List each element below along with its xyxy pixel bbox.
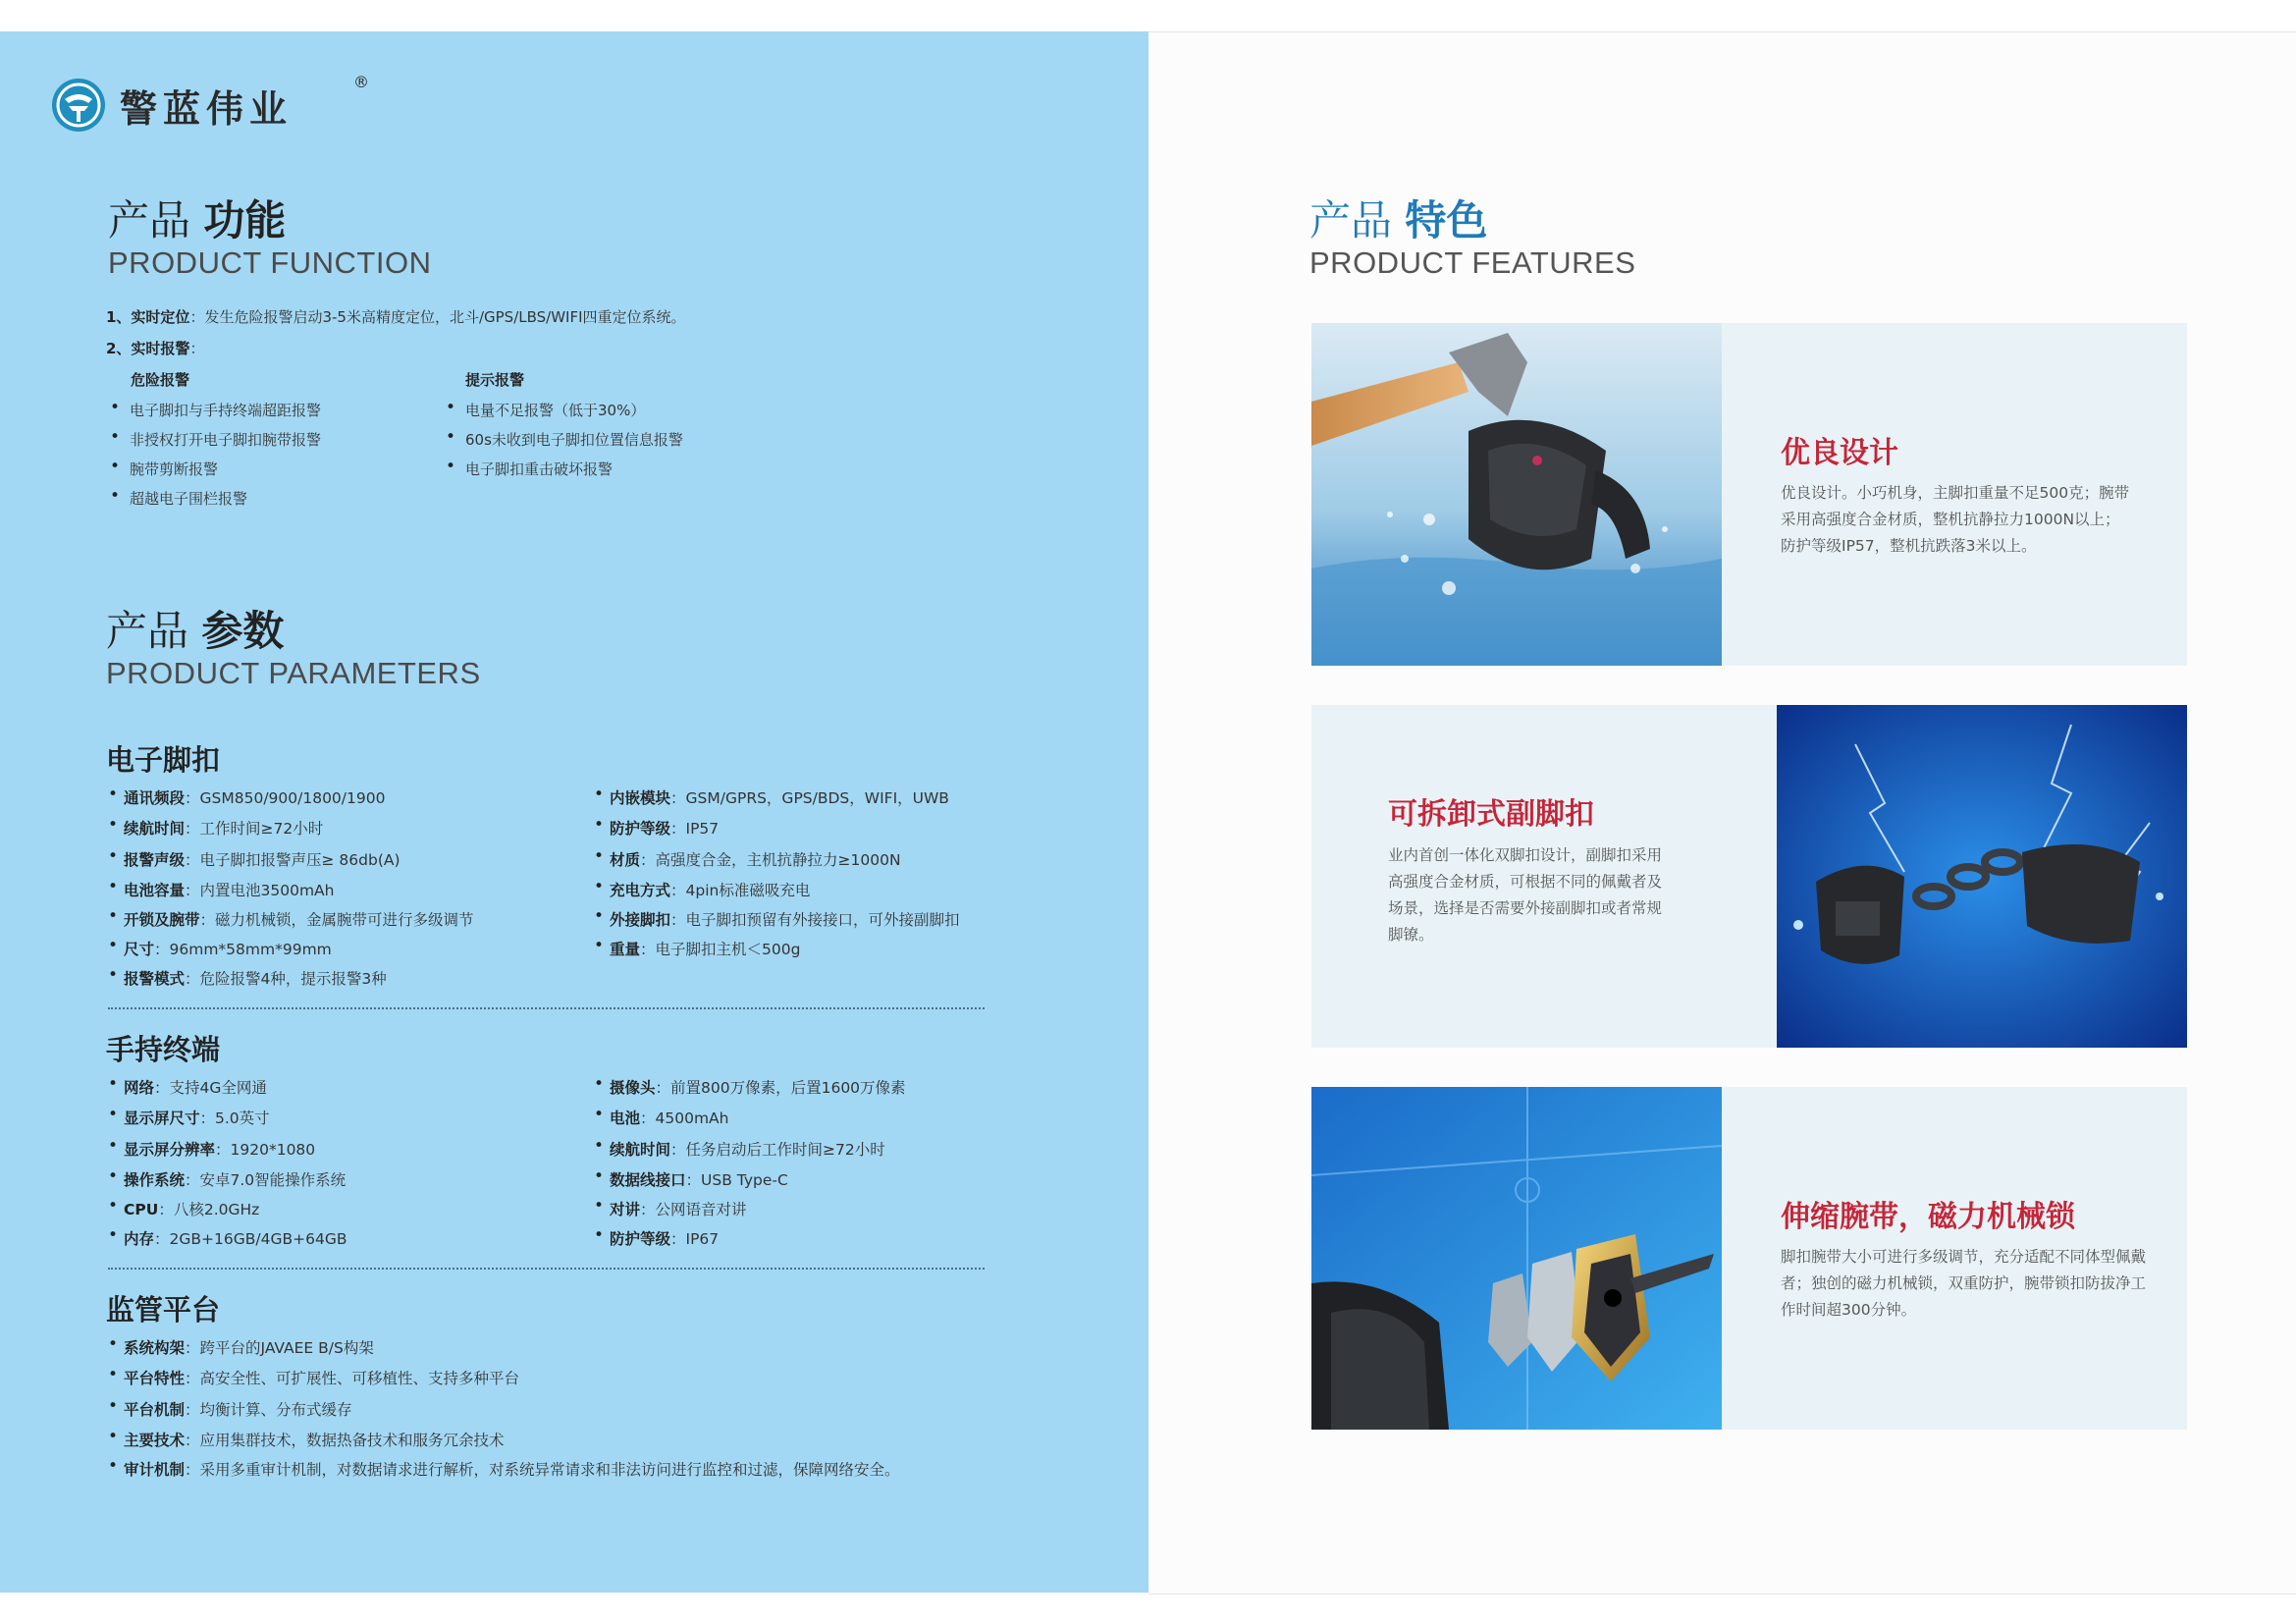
anklet-hammer-splash-image xyxy=(1311,323,1722,666)
param-item: • 摄像头：前置800万像素，后置1600万像素 xyxy=(594,1076,906,1098)
tip-alarm-item: • 电量不足报警（低于30%） xyxy=(444,400,645,420)
param-item: • 外接脚扣：电子脚扣预留有外接接口，可外接副脚扣 xyxy=(594,908,960,930)
tip-alarm-item: • 电子脚扣重击破坏报警 xyxy=(444,459,613,479)
param-item: • 防护等级：IP67 xyxy=(594,1227,719,1249)
features-subtitle: PRODUCT FEATURES xyxy=(1309,245,1636,280)
param-item: • 电池容量：内置电池3500mAh xyxy=(108,879,335,900)
param-item: • 续航时间：工作时间≥72小时 xyxy=(108,817,323,839)
param-group-title-anklet: 电子脚扣 xyxy=(106,743,221,777)
param-item: • 防护等级：IP57 xyxy=(594,817,719,839)
feature-card-design xyxy=(1311,323,2187,666)
brand-emblem-icon xyxy=(51,78,106,133)
param-item: • 开锁及腕带：磁力机械锁，金属腕带可进行多级调节 xyxy=(108,908,474,930)
param-item: • 续航时间：任务启动后工作时间≥72小时 xyxy=(594,1138,885,1160)
param-item: • 报警声级：电子脚扣报警声压≥ 86db(A) xyxy=(108,848,400,870)
tip-alarm-heading: 提示报警 xyxy=(465,371,525,389)
param-item: • 平台机制：均衡计算、分布式缓存 xyxy=(108,1398,352,1420)
feature-card-strap-lock xyxy=(1311,1087,2187,1430)
brand-logo xyxy=(51,73,369,134)
param-item: • 充电方式：4pin标准磁吸充电 xyxy=(594,879,810,900)
parameters-subtitle: PRODUCT PARAMETERS xyxy=(106,656,481,690)
function-subtitle: PRODUCT FUNCTION xyxy=(108,245,432,280)
param-item: • 电池：4500mAh xyxy=(594,1107,729,1128)
brand-name: 警蓝伟业 xyxy=(120,85,294,131)
feature-description: 业内首创一体化双脚扣设计，副脚扣采用 高强度合金材质，可根据不同的佩戴者及 场景，选择是否需要外接副脚扣或者常规 脚镣。 xyxy=(1388,846,1663,944)
feature-description: 脚扣腕带大小可进行多级调节，充分适配不同体型佩戴 者；独创的磁力机械锁，双重防护，腕带锁扣防拔净工 作时间超300分钟。 xyxy=(1781,1248,2147,1319)
param-item: • 系统构架：跨平台的JAVAEE B/S构架 xyxy=(108,1336,374,1358)
danger-alarm-item: • 电子脚扣与手持终端超距报警 xyxy=(108,400,321,420)
danger-alarm-item: • 超越电子围栏报警 xyxy=(108,488,247,509)
parameters-title: 产品 参数 xyxy=(106,607,285,655)
param-item: • CPU：八核2.0GHz xyxy=(108,1198,259,1219)
feature-title: 可拆卸式副脚扣 xyxy=(1388,797,1594,832)
param-item: • 报警模式：危险报警4种，提示报警3种 xyxy=(108,967,387,989)
param-item: • 数据线接口：USB Type-C xyxy=(594,1168,788,1190)
danger-alarm-item: • 腕带剪断报警 xyxy=(108,459,218,479)
anklet-chain-lightning-image xyxy=(1777,705,2187,1048)
param-item: • 对讲：公网语音对讲 xyxy=(594,1198,747,1219)
param-item: • 审计机制：采用多重审计机制，对数据请求进行解析，对系统异常请求和非法访问进行监控和过滤，保障网络安全。 xyxy=(108,1458,900,1480)
danger-alarm-heading: 危险报警 xyxy=(131,371,190,389)
features-title: 产品 特色 xyxy=(1309,196,1488,244)
dotted-divider xyxy=(108,1268,985,1270)
danger-alarm-item: • 非授权打开电子脚扣腕带报警 xyxy=(108,429,321,450)
param-item: • 通讯频段：GSM850/900/1800/1900 xyxy=(108,786,385,808)
param-item: • 材质：高强度合金，主机抗静拉力≥1000N xyxy=(594,848,901,870)
param-item: • 操作系统：安卓7.0智能操作系统 xyxy=(108,1168,346,1190)
param-item: • 显示屏分辨率：1920*1080 xyxy=(108,1138,315,1160)
function-line-positioning: 1、实时定位：发生危险报警启动3-5米高精度定位，北斗/GPS/LBS/WIFI四重定位系统。 xyxy=(106,308,686,326)
param-item: • 平台特性：高安全性、可扩展性、可移植性、支持多种平台 xyxy=(108,1367,519,1388)
feature-title: 优良设计 xyxy=(1781,436,1898,470)
param-item: • 内嵌模块：GSM/GPRS，GPS/BDS，WIFI，UWB xyxy=(594,786,949,808)
param-item: • 显示屏尺寸：5.0英寸 xyxy=(108,1107,270,1128)
param-item: • 主要技术：应用集群技术，数据热备技术和服务冗余技术 xyxy=(108,1429,505,1450)
strap-shield-lock-image xyxy=(1311,1087,1722,1430)
param-item: • 内存：2GB+16GB/4GB+64GB xyxy=(108,1227,347,1249)
function-title: 产品 功能 xyxy=(108,196,287,244)
function-line-alarm: 2、实时报警： xyxy=(106,340,205,357)
feature-description: 优良设计。小巧机身，主脚扣重量不足500克；腕带 采用高强度合金材质，整机抗静拉力1000N以上； 防护等级IP57，整机抗跌落3米以上。 xyxy=(1781,484,2130,555)
feature-title: 伸缩腕带，磁力机械锁 xyxy=(1781,1200,2075,1234)
feature-card-detachable xyxy=(1311,705,2187,1048)
param-group-title-handheld: 手持终端 xyxy=(106,1033,221,1066)
tip-alarm-item: • 60s未收到电子脚扣位置信息报警 xyxy=(444,429,683,450)
registered-mark: ® xyxy=(353,73,369,91)
param-item: • 网络：支持4G全网通 xyxy=(108,1076,267,1098)
param-group-title-platform: 监管平台 xyxy=(106,1293,221,1326)
param-item: • 尺寸：96mm*58mm*99mm xyxy=(108,938,332,959)
param-item: • 重量：电子脚扣主机＜500g xyxy=(594,938,800,959)
dotted-divider xyxy=(108,1007,985,1009)
